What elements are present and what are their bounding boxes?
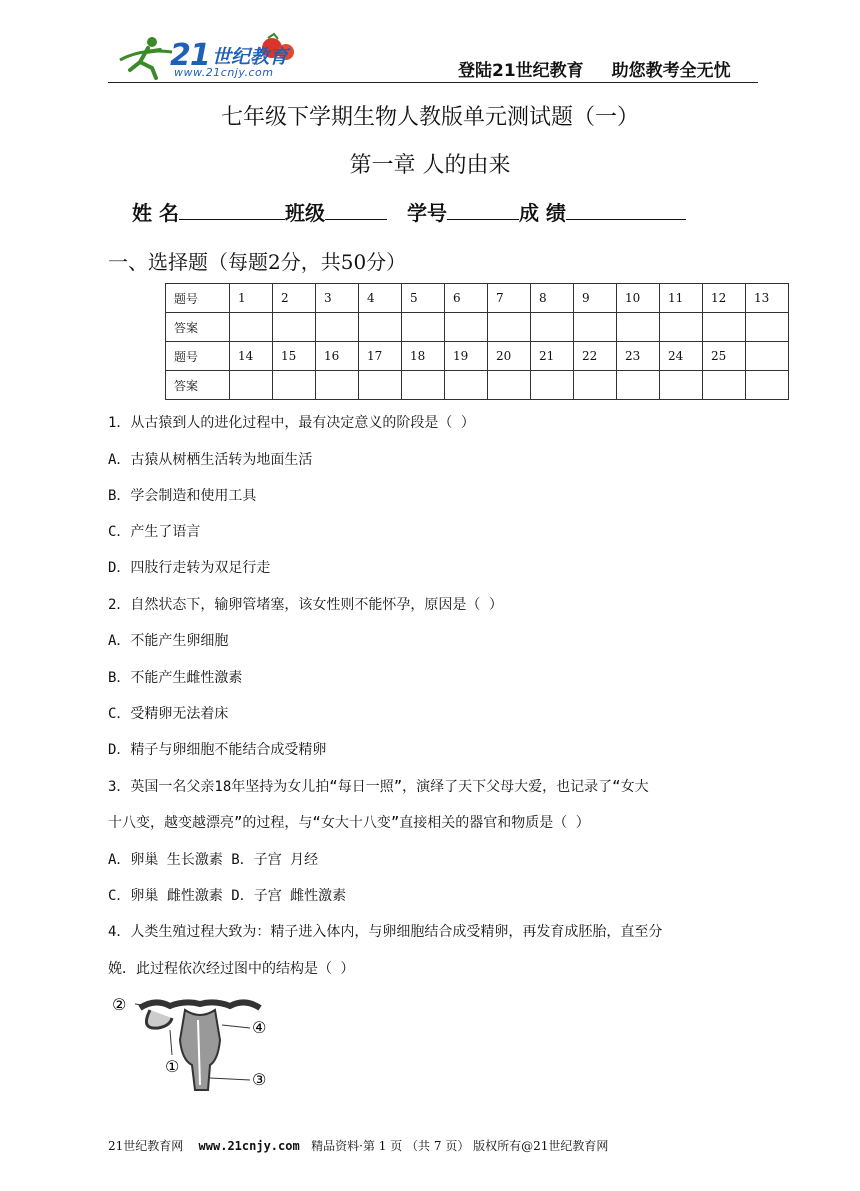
answer-cell[interactable] (488, 371, 531, 400)
answer-cell[interactable] (359, 371, 402, 400)
answer-cell[interactable] (746, 371, 789, 400)
table-cell: 20 (488, 342, 531, 371)
answer-cell[interactable] (660, 313, 703, 342)
table-cell: 19 (445, 342, 488, 371)
question-1: 1．从古猿到人的进化过程中，最有决定意义的阶段是（ ） (108, 415, 475, 431)
table-cell: 13 (746, 284, 789, 313)
question-2: 2．自然状态下，输卵管堵塞，该女性则不能怀孕，原因是（ ） (108, 597, 503, 613)
answer-cell[interactable] (574, 313, 617, 342)
table-cell: 12 (703, 284, 746, 313)
logo-cn-text: 世纪教育 (212, 46, 289, 68)
answer-cell[interactable] (359, 313, 402, 342)
table-cell: 答案 (166, 371, 230, 400)
table-cell: 18 (402, 342, 445, 371)
question-3-line-1: 3．英国一名父亲18年坚持为女儿拍“每日一照”，演绎了天下父母大爱，也记录了“女大 (108, 779, 649, 795)
page-footer (108, 1137, 608, 1154)
answer-cell[interactable] (531, 313, 574, 342)
table-cell: 14 (230, 342, 273, 371)
footer-url[interactable]: www.21cnjy.com (198, 1139, 300, 1153)
question-2-option-b: B．不能产生雌性激素 (108, 670, 243, 686)
question-1-option-d: D．四肢行走转为双足行走 (108, 560, 271, 576)
site-logo (112, 30, 312, 82)
table-cell: 15 (273, 342, 316, 371)
student-info-row (132, 197, 686, 226)
answer-cell[interactable] (617, 371, 660, 400)
table-cell: 题号 (166, 342, 230, 371)
answer-cell[interactable] (445, 313, 488, 342)
answer-cell[interactable] (316, 313, 359, 342)
table-cell: 9 (574, 284, 617, 313)
table-cell: 17 (359, 342, 402, 371)
female-reproductive-diagram (110, 990, 290, 1100)
question-3-options-ab: A．卵巢 生长激素 B．子宫 月经 (108, 852, 319, 868)
chapter-subtitle: 第一章 人的由来 (349, 153, 511, 178)
answer-cell[interactable] (617, 313, 660, 342)
name-blank[interactable] (179, 201, 285, 220)
table-cell: 22 (574, 342, 617, 371)
answer-cell[interactable] (531, 371, 574, 400)
class-label: 班级 (284, 201, 325, 225)
table-row (166, 342, 789, 371)
section-heading: 一、选择题（每题2分，共50分） (108, 250, 407, 274)
answer-cell[interactable] (660, 371, 703, 400)
table-cell: 23 (617, 342, 660, 371)
table-row (166, 313, 789, 342)
answer-cell[interactable] (703, 371, 746, 400)
question-4-line-2: 娩．此过程依次经过图中的结构是（ ） (108, 961, 355, 977)
header-slogan (458, 56, 731, 81)
score-label: 成 绩 (518, 201, 566, 225)
table-cell: 8 (531, 284, 574, 313)
diagram-label-3: ③ (252, 1070, 267, 1089)
footer-text: 精品资料·第 1 页 （共 7 页） 版权所有@21世纪教育网 (311, 1139, 609, 1153)
table-row (166, 284, 789, 313)
logo-number: 21 (170, 38, 210, 73)
slogan-right: 助您教考全无忧 (611, 61, 731, 81)
table-cell: 答案 (166, 313, 230, 342)
question-1-option-b: B．学会制造和使用工具 (108, 488, 257, 504)
table-cell: 6 (445, 284, 488, 313)
table-cell: 24 (660, 342, 703, 371)
score-blank[interactable] (566, 201, 686, 220)
table-cell (746, 342, 789, 371)
name-label: 姓 名 (132, 201, 179, 225)
diagram-label-1: ① (165, 1057, 180, 1076)
answer-cell[interactable] (316, 371, 359, 400)
question-1-option-c: C．产生了语言 (108, 524, 201, 540)
question-3-options-cd: C．卵巢 雌性激素 D．子宫 雌性激素 (108, 888, 347, 904)
question-2-option-c: C．受精卵无法着床 (108, 706, 229, 722)
question-1-option-a: A．古猿从树栖生活转为地面生活 (108, 452, 313, 468)
slogan-left: 登陆21世纪教育 (458, 61, 584, 81)
answer-cell[interactable] (746, 313, 789, 342)
footer-site: 21世纪教育网 (108, 1139, 184, 1153)
question-3-line-2: 十八变，越变越漂亮”的过程，与“女大十八变”直接相关的器官和物质是（ ） (108, 815, 590, 831)
answer-cell[interactable] (230, 313, 273, 342)
table-cell: 5 (402, 284, 445, 313)
question-2-option-a: A．不能产生卵细胞 (108, 633, 229, 649)
header-divider (108, 82, 758, 83)
table-cell: 10 (617, 284, 660, 313)
answer-cell[interactable] (230, 371, 273, 400)
table-cell: 25 (703, 342, 746, 371)
logo-url: www.21cnjy.com (174, 66, 274, 79)
answer-table (165, 283, 789, 400)
page-title: 七年级下学期生物人教版单元测试题（一） (220, 105, 639, 130)
answer-cell[interactable] (402, 371, 445, 400)
answer-cell[interactable] (445, 371, 488, 400)
question-2-option-d: D．精子与卵细胞不能结合成受精卵 (108, 742, 327, 758)
number-label: 学号 (406, 201, 447, 225)
class-blank[interactable] (325, 201, 387, 220)
table-cell: 16 (316, 342, 359, 371)
number-blank[interactable] (447, 201, 519, 220)
table-cell: 3 (316, 284, 359, 313)
table-cell: 11 (660, 284, 703, 313)
question-4-line-1: 4．人类生殖过程大致为：精子进入体内，与卵细胞结合成受精卵，再发育成胚胎，直至分 (108, 924, 663, 940)
table-cell: 7 (488, 284, 531, 313)
table-cell: 题号 (166, 284, 230, 313)
answer-cell[interactable] (273, 371, 316, 400)
answer-cell[interactable] (488, 313, 531, 342)
diagram-label-2: ② (112, 995, 127, 1014)
answer-cell[interactable] (273, 313, 316, 342)
table-cell: 21 (531, 342, 574, 371)
answer-cell[interactable] (703, 313, 746, 342)
answer-cell[interactable] (574, 371, 617, 400)
table-cell: 4 (359, 284, 402, 313)
table-cell: 1 (230, 284, 273, 313)
table-row (166, 371, 789, 400)
table-cell: 2 (273, 284, 316, 313)
answer-cell[interactable] (402, 313, 445, 342)
diagram-label-4: ④ (252, 1018, 267, 1037)
